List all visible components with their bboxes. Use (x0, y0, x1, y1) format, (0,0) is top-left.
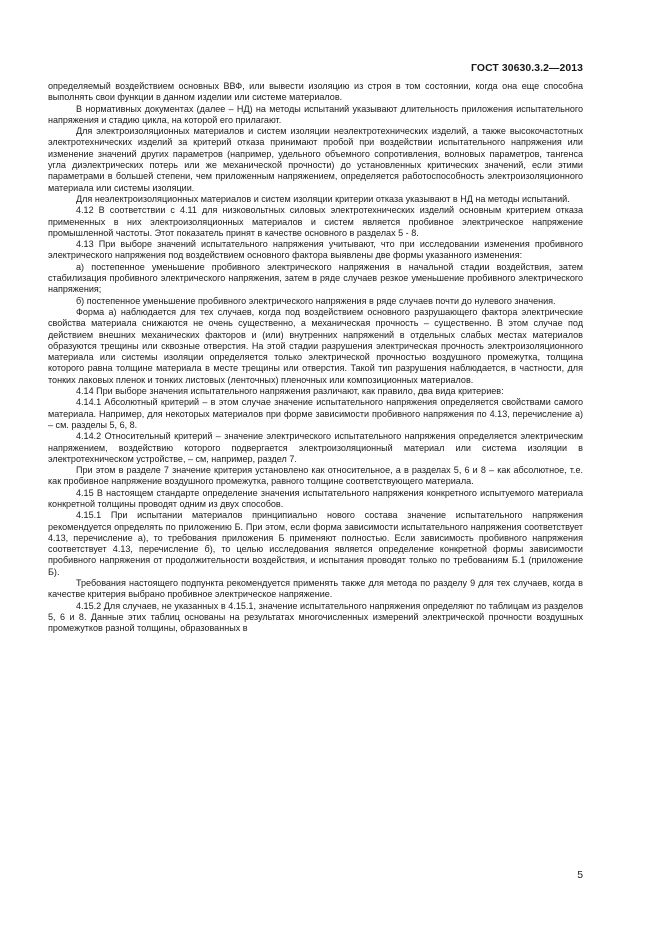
clause-4-14-2: 4.14.2 Относительный критерий – значение электрического испытательного напряжения определяется электрическим напряжением, воздействию которого подвергается электроизоляционный материал или система изоляции в электротехническом устройстве, – см, например, раздел 7. (48, 431, 583, 464)
document-body (48, 81, 583, 635)
list-item-a: а) постепенное уменьшение пробивного электрического напряжения в начальной стадии воздействия, затем стабилизация пробивного электрического напряжения, затем в ряде случаев резкое уменьшение пробивного электрического напряжения; (48, 261, 583, 295)
paragraph: Форма а) наблюдается для тех случаев, когда под воздействием основного разрушающего фактора электрические свойства материала снижаются не очень существенно, а механическая прочность – существенно. В этом случае под действием внешних механических факторов и (или) внутренних напряжений в отдельных слабых местах материалов образуются трещины или сквозные отверстия. На этой стадии разрушения электрическая прочность электроизоляционного материала или системы изоляции определяется только электрической прочностью воздушного промежутка, толщина которого равна толщине материала в месте трещины или отверстия. Такой тип разрушения наблюдается, в частности, для тонких лаковых пленок и тонких листовых (ленточных) пленочных или композиционных материалов. (48, 306, 583, 385)
clause-4-14-1: 4.14.1 Абсолютный критерий – в этом случае значение испытательного напряжения определяется свойствами самого материала. Например, для некоторых материалов при форме зависимости пробивного напряжения по 4.13, перечисление а) – см. разделы 5, 6, 8. (48, 397, 583, 430)
clause-4-15: 4.15 В настоящем стандарте определение значения испытательного напряжения конкретного испытуемого материала конкретной толщины проводят одним из двух способов. (48, 487, 583, 509)
list-item-b: б) постепенное уменьшение пробивного электрического напряжения в ряде случаев почти до нулевого значения. (76, 295, 556, 306)
page-number: 5 (577, 870, 583, 881)
clause-4-15-1: 4.15.1 При испытании материалов принципиально нового состава значение испытательного напряжения рекомендуется определять по приложению Б. При этом, если форма зависимости испытательного напряжения соответствует 4.13, перечисление а), то требования приложения Б применяют полностью. Если зависимость пробивного напряжения соответствует 4.13, перечисление б), то целью исследования является определение конкретной формы зависимости пробивного напряжения от продолжительности воздействия, и испытания проводят только по требованиям Б.1 (приложение Б). (48, 510, 583, 577)
paragraph: Для неэлектроизоляционных материалов и систем изоляции критерии отказа указывают в НД на методы испытаний. (76, 193, 570, 204)
paragraph: При этом в разделе 7 значение критерия установлено как относительное, а в разделах 5, 6 и 8 – как абсолютное, т.е. как пробивное напряжение воздушного промежутка, равного толщине соответствующего материала. (48, 465, 583, 487)
clause-4-12: 4.12 В соответствии с 4.11 для низковольтных силовых электротехнических изделий основным критерием отказа примененных в них электроизоляционных материалов и систем является пробивное электрическое напряжение промышленной частоты. Этот показатель принят в качестве основного в разделах 5 - 8. (48, 205, 583, 238)
clause-4-14: 4.14 При выборе значения испытательного напряжения различают, как правило, два вида критериев: (76, 386, 504, 397)
clause-4-13: 4.13 При выборе значений испытательного напряжения учитывают, что при исследовании изменения пробивного электрического напряжения под воздействием основного фактора выявлены две формы указанного изменения: (48, 239, 583, 261)
clause-4-15-2: 4.15.2 Для случаев, не указанных в 4.15.1, значение испытательного напряжения определяют по таблицам из разделов 5, 6 и 8. Данные этих таблиц основаны на результатах многочисленных измерений электрической прочности воздушных промежутков разной толщины, образованных в (48, 600, 583, 634)
document-header: ГОСТ 30630.3.2—2013 (471, 63, 583, 74)
paragraph-continuation: определяемый воздействием основных ВВФ, или вывести изоляцию из строя в том состоянии, когда она еще способна выполнять свои функции в данном изделии или системе материалов. (48, 81, 583, 103)
paragraph: В нормативных документах (далее – НД) на методы испытаний указывают длительность приложения испытательного напряжения и стадию цикла, на которой его прилагают. (48, 103, 583, 125)
paragraph: Требования настоящего подпункта рекомендуется применять также для метода по разделу 9 для тех случаев, когда в качестве критерия выбрано пробивное электрическое напряжение. (48, 578, 583, 600)
paragraph: Для электроизоляционных материалов и систем изоляции неэлектротехнических изделий, а также высокочастотных электротехнических изделий за критерий отказа принимают пробой при воздействии испытательного напряжения или изменение значений других параметров (например, удельного объемного сопротивления, волновых параметров, тангенса угла диэлектрических потерь или же механической прочности) до установленных критических значений, если этими параметрами в большей степени, чем приложенным напряжением, определяется работоспособность электроизоляционного материала или системы изоляции. (48, 126, 583, 193)
